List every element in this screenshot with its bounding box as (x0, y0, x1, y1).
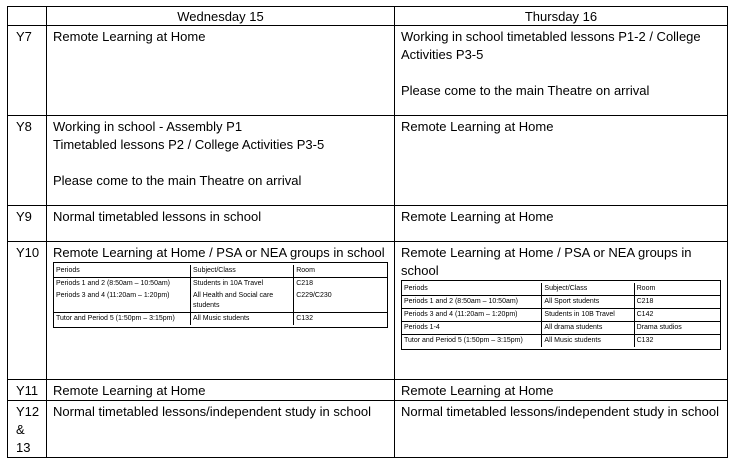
y10-wed-groups-table (53, 262, 388, 328)
thu-cell-period: Tutor and Period 5 (1:50pm – 3:15pm) (402, 335, 542, 348)
wed-cell-room: C229/C230 (296, 292, 332, 299)
row-y8 (8, 116, 728, 206)
table-row (54, 278, 387, 291)
thu-cell-room: C218 (636, 298, 654, 305)
table-row (402, 322, 720, 335)
y12-thursday (395, 401, 728, 458)
y8-thursday (395, 116, 728, 206)
wed-cell-subject: Students in 10A Travel (191, 278, 294, 291)
thu-cell-subject: All Music students (542, 335, 634, 348)
y12-wed-text: Normal timetabled lessons/independent study in school (53, 404, 371, 419)
header-wednesday: Wednesday 15 (47, 7, 395, 26)
y9-thursday (395, 206, 728, 242)
y9-wednesday (47, 206, 395, 242)
y11-wednesday (47, 380, 395, 401)
year-label-y12: Y12 (16, 404, 40, 419)
thu-groups-col-subject: Subject/Class (542, 283, 634, 296)
y12-thu-text: Normal timetabled lessons/independent study in school (401, 404, 719, 419)
y11-thursday (395, 380, 728, 401)
y7-thu-text-2: Please come to the main Theatre on arrival (401, 83, 650, 98)
y9-wed-text: Normal timetabled lessons in school (53, 209, 262, 224)
row-y11 (8, 380, 728, 401)
thu-cell-period: Periods 1-4 (402, 322, 542, 335)
y7-wednesday (47, 26, 395, 116)
year-label-ampersand: & (16, 422, 25, 437)
wed-groups-col-room: Room (294, 265, 387, 278)
y8-wednesday (47, 116, 395, 206)
thu-groups-header-row (402, 283, 720, 296)
header-blank-cell (8, 7, 47, 26)
year-label-y9: Y9 (8, 206, 47, 242)
y10-wed-text: Remote Learning at Home / PSA or NEA groups in school (53, 245, 385, 260)
wed-cell-subject: All Music students (191, 313, 294, 326)
wed-cell-room: C218 (296, 280, 313, 287)
thu-cell-room: Drama studios (634, 322, 720, 335)
year-timetable (7, 6, 728, 458)
year-label-y10: Y10 (8, 242, 47, 380)
table-row (402, 296, 720, 309)
thu-cell-room: C142 (634, 309, 720, 322)
y10-thu-text: Remote Learning at Home / PSA or NEA groups in school (401, 245, 692, 278)
y9-thu-text: Remote Learning at Home (401, 209, 554, 224)
y10-thu-groups-table (401, 280, 721, 350)
thu-cell-room: C132 (634, 335, 720, 348)
y7-thursday (395, 26, 728, 116)
y10-thursday (395, 242, 728, 380)
wed-cell-period: Periods 3 and 4 (11:20am – 1:20pm) (54, 290, 191, 313)
table-row (402, 335, 720, 348)
wed-cell-period: Periods 1 and 2 (8:50am – 10:50am) (54, 278, 191, 291)
y7-thu-text-1: Working in school timetabled lessons P1-2 / College Activities P3-5 (401, 29, 701, 62)
y8-wed-text-2: Timetabled lessons P2 / College Activities P3-5 (53, 137, 325, 152)
wed-cell-subject: All Health and Social care students (191, 290, 294, 313)
header-thursday: Thursday 16 (395, 7, 728, 26)
year-label-y8: Y8 (8, 116, 47, 206)
row-y9 (8, 206, 728, 242)
year-label-y11: Y11 (8, 380, 47, 401)
year-label-y7: Y7 (8, 26, 47, 116)
year-label-y12-13 (8, 401, 47, 458)
y8-wed-text-3: Please come to the main Theatre on arrival (53, 173, 302, 188)
thu-cell-subject: All Sport students (542, 296, 634, 309)
table-row (54, 290, 387, 313)
wed-groups-col-periods: Periods (54, 265, 191, 278)
y11-thu-text: Remote Learning at Home (401, 383, 554, 398)
y10-wednesday (47, 242, 395, 380)
thu-cell-subject: Students in 10B Travel (542, 309, 634, 322)
y11-wed-text: Remote Learning at Home (53, 383, 206, 398)
thu-cell-subject: All drama students (542, 322, 634, 335)
year-label-13: 13 (16, 440, 31, 455)
wed-groups-col-subject: Subject/Class (191, 265, 294, 278)
thu-groups-col-room: Room (634, 283, 720, 296)
y8-wed-text-1: Working in school - Assembly P1 (53, 119, 243, 134)
row-y7 (8, 26, 728, 116)
y12-wednesday (47, 401, 395, 458)
row-y12-13 (8, 401, 728, 458)
header-row (8, 7, 728, 26)
table-row (54, 313, 387, 326)
thu-cell-period: Periods 3 and 4 (11:20am – 1:20pm) (402, 309, 542, 322)
wed-cell-room: C132 (294, 313, 387, 326)
table-row (402, 309, 720, 322)
row-y10 (8, 242, 728, 380)
thu-cell-period: Periods 1 and 2 (8:50am – 10:50am) (402, 296, 542, 309)
y8-thu-text: Remote Learning at Home (401, 119, 554, 134)
wed-groups-header-row (54, 265, 387, 278)
wed-cell-period: Tutor and Period 5 (1:50pm – 3:15pm) (54, 313, 191, 326)
y7-wed-text: Remote Learning at Home (53, 29, 206, 44)
thu-groups-col-periods: Periods (402, 283, 542, 296)
